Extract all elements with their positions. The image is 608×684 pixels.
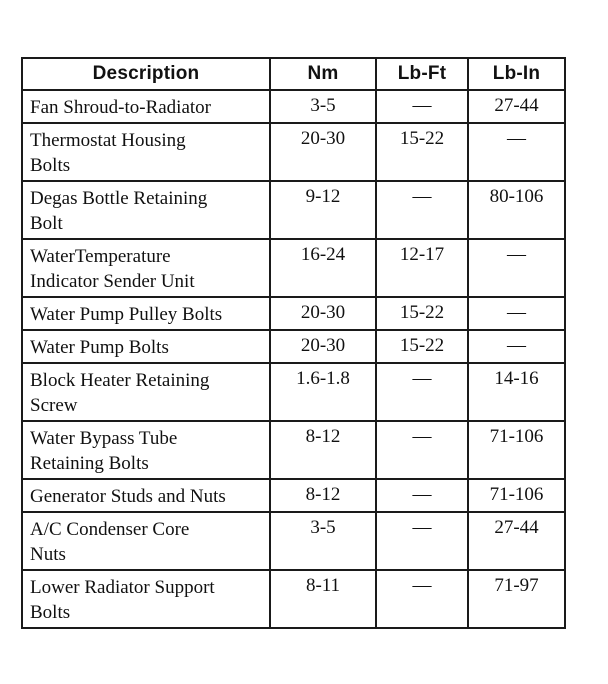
cell-description [22,297,270,330]
table-row [22,181,565,239]
cell-lb-in: 27-44 [468,90,565,123]
description-line: Block Heater Retaining [30,370,210,391]
cell-lb-in: — [468,297,565,330]
cell-description [22,363,270,421]
cell-nm: 20-30 [270,297,376,330]
cell-nm: 3-5 [270,90,376,123]
description-line: Lower Radiator Support [30,577,215,598]
table-row [22,512,565,570]
header-row [22,58,565,90]
description-line: Generator Studs and Nuts [30,486,226,507]
cell-lb-in: 27-44 [468,512,565,570]
cell-nm: 3-5 [270,512,376,570]
description-line: Water Bypass Tube [30,428,178,449]
header-lb-ft: Lb-Ft [376,58,468,90]
header-lb-in: Lb-In [468,58,565,90]
description-line: Bolts [30,602,71,623]
description-line: Water Pump Bolts [30,337,169,358]
header-description: Description [22,58,270,90]
description-line: Screw [30,395,78,416]
cell-nm: 20-30 [270,330,376,363]
description-line: Nuts [30,544,66,565]
description-line: Indicator Sender Unit [30,271,195,292]
cell-nm: 8-11 [270,570,376,628]
cell-description [22,512,270,570]
table-row [22,570,565,628]
cell-description [22,479,270,512]
cell-nm: 8-12 [270,479,376,512]
description-line: WaterTemperature [30,246,171,267]
description-line: Water Pump Pulley Bolts [30,304,223,325]
description-line: Retaining Bolts [30,453,149,474]
description-line: Bolt [30,213,63,234]
header-nm: Nm [270,58,376,90]
cell-description [22,330,270,363]
cell-nm: 8-12 [270,421,376,479]
cell-lb-ft: — [376,570,468,628]
cell-lb-ft: — [376,512,468,570]
cell-description [22,90,270,123]
description-line: Bolts [30,155,71,176]
table-row [22,297,565,330]
cell-description [22,421,270,479]
table-row [22,239,565,297]
cell-nm: 1.6-1.8 [270,363,376,421]
cell-lb-ft: — [376,479,468,512]
table-header [22,58,565,90]
cell-lb-ft: — [376,421,468,479]
cell-nm: 20-30 [270,123,376,181]
table-row [22,479,565,512]
cell-lb-in: — [468,330,565,363]
table-row [22,330,565,363]
cell-nm: 9-12 [270,181,376,239]
description-line: Thermostat Housing [30,130,186,151]
cell-lb-ft: — [376,363,468,421]
cell-lb-in: 80-106 [468,181,565,239]
table-row [22,90,565,123]
cell-lb-ft: 15-22 [376,297,468,330]
cell-lb-in: — [468,123,565,181]
description-line: A/C Condenser Core [30,519,190,540]
cell-lb-in: 71-97 [468,570,565,628]
cell-lb-in: 71-106 [468,421,565,479]
cell-description [22,181,270,239]
table-row [22,421,565,479]
cell-lb-in: 71-106 [468,479,565,512]
table-body [22,90,565,628]
cell-nm: 16-24 [270,239,376,297]
cell-description [22,570,270,628]
cell-lb-in: 14-16 [468,363,565,421]
description-line: Fan Shroud-to-Radiator [30,97,212,118]
cell-lb-ft: 15-22 [376,123,468,181]
table-row [22,363,565,421]
cell-description [22,239,270,297]
cell-lb-in: — [468,239,565,297]
cell-lb-ft: 15-22 [376,330,468,363]
table-row [22,123,565,181]
cell-description [22,123,270,181]
torque-spec-table [21,57,566,629]
cell-lb-ft: 12-17 [376,239,468,297]
cell-lb-ft: — [376,90,468,123]
cell-lb-ft: — [376,181,468,239]
description-line: Degas Bottle Retaining [30,188,208,209]
